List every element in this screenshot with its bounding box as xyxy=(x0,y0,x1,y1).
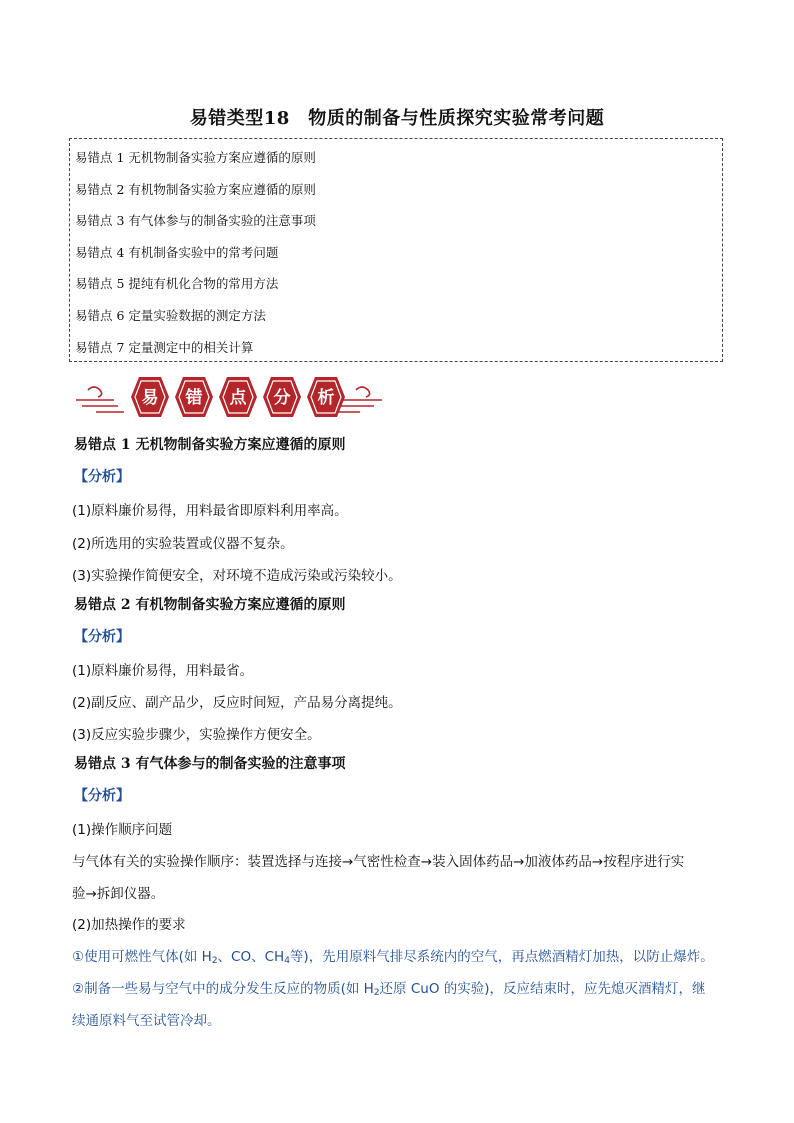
body-line: (1)原料廉价易得，用料最省即原料利用率高。 xyxy=(72,503,348,519)
section-banner xyxy=(74,376,384,418)
toc-item: 易错点 7 定量测定中的相关计算 xyxy=(75,340,254,355)
note-line: 续通原料气至试管冷却。 xyxy=(72,1013,221,1029)
toc-item: 易错点 1 无机物制备实验方案应遵循的原则 xyxy=(75,150,316,165)
body-line: (3)反应实验步骤少，实验操作方便安全。 xyxy=(72,727,321,743)
section-title: 易错点 1 无机物制备实验方案应遵循的原则 xyxy=(74,437,346,453)
body-line: (1)操作顺序问题 xyxy=(72,822,173,838)
toc-item: 易错点 5 提纯有机化合物的常用方法 xyxy=(75,276,279,291)
analysis-tag: 【分析】 xyxy=(74,469,130,485)
banner-char: 分 xyxy=(273,388,291,408)
toc-item: 易错点 6 定量实验数据的测定方法 xyxy=(75,308,266,323)
banner-char: 析 xyxy=(317,388,335,408)
section-title: 易错点 2 有机物制备实验方案应遵循的原则 xyxy=(74,597,346,613)
toc-item: 易错点 4 有机制备实验中的常考问题 xyxy=(75,245,279,260)
body-line: 验→拆卸仪器。 xyxy=(72,886,165,902)
analysis-tag: 【分析】 xyxy=(74,629,130,645)
banner-char: 点 xyxy=(229,388,247,408)
toc-item: 易错点 3 有气体参与的制备实验的注意事项 xyxy=(75,213,316,228)
body-line: (2)所选用的实验装置或仪器不复杂。 xyxy=(72,536,294,552)
body-line: (1)原料廉价易得，用料最省。 xyxy=(72,663,254,679)
note-line: ②制备一些易与空气中的成分发生反应的物质(如 $H_2$还原 CuO 的实验)，反应结束时，应先熄灭酒精灯，继 xyxy=(72,981,706,998)
banner-diamonds xyxy=(131,377,345,417)
table-of-contents xyxy=(69,138,723,362)
body-line: (3)实验操作简便安全，对环境不造成污染或污染较小。 xyxy=(72,568,402,584)
page-title: 易错类型18 物质的制备与性质探究实验常考问题 xyxy=(189,108,605,129)
left-swirl-ornament xyxy=(76,387,124,412)
toc-item: 易错点 2 有机物制备实验方案应遵循的原则 xyxy=(75,182,316,197)
analysis-tag: 【分析】 xyxy=(74,788,130,804)
body-line: (2)加热操作的要求 xyxy=(72,917,186,933)
body-line: (2)副反应、副产品少，反应时间短，产品易分离提纯。 xyxy=(72,695,402,711)
body-line: 与气体有关的实验操作顺序：装置选择与连接→气密性检查→装入固体药品→加液体药品→按程序进行实 xyxy=(72,854,685,870)
banner-char: 错 xyxy=(185,388,203,408)
banner-char: 易 xyxy=(141,388,159,408)
note-line: ①使用可燃性气体(如 $H_2$、CO、$CH_4$等)，先用原料气排尽系统内的空气，再点燃酒精灯加热，以防止爆炸。 xyxy=(72,949,714,966)
section-title: 易错点 3 有气体参与的制备实验的注意事项 xyxy=(74,756,346,772)
